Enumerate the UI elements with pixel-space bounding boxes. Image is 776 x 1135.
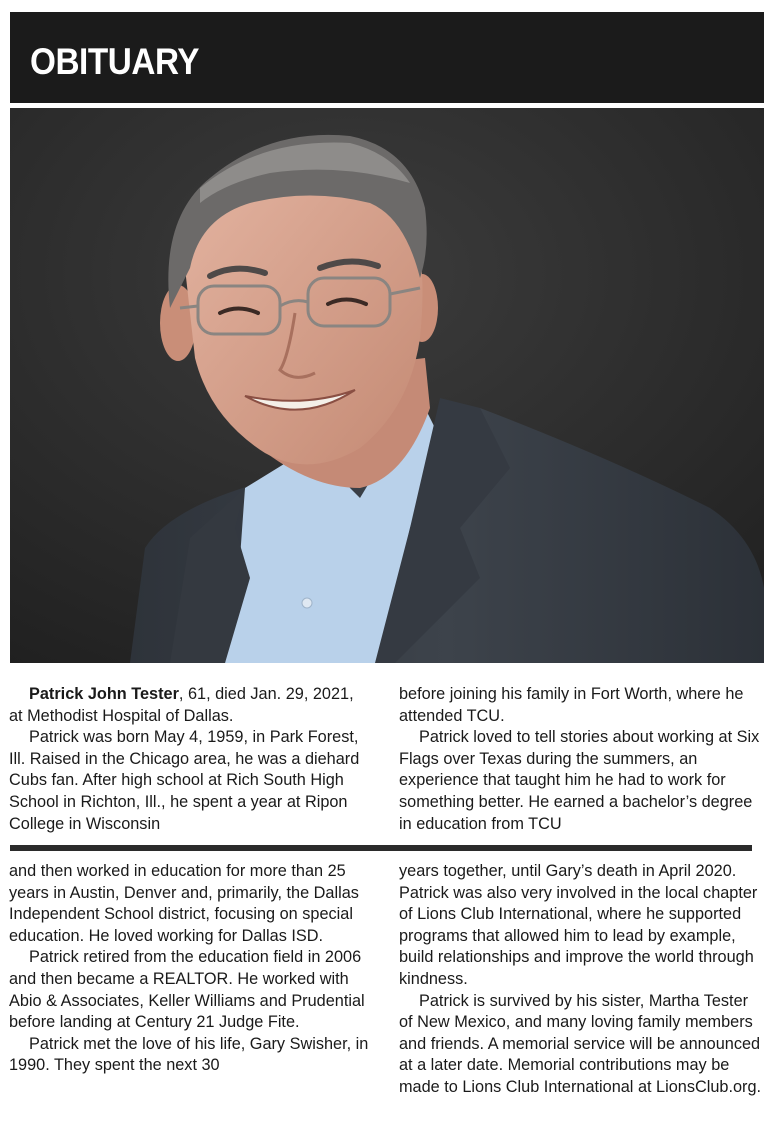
page-title: OBITUARY [30, 41, 200, 82]
paragraph-realtor: Patrick retired from the education field in 2006 and then became a REALTOR. He worked with Abio & Associates, Keller Williams and Prudential before landing at Century 21 Judge Fite. [9, 948, 365, 1032]
paragraph-early-life-continued: before joining his family in Fort Worth, where he attended TCU. [399, 685, 744, 725]
paragraph-survivors: Patrick is survived by his sister, Martha Tester of New Mexico, and many loving family members and friends. A memorial service will be announced at a later date. Memorial contributions may be made to Lions Club International at LionsClub.org. [399, 991, 762, 1096]
article-column-3 [9, 861, 375, 1077]
paragraph-gary: Patrick met the love of his life, Gary Swisher, in 1990. They spent the next 30 [9, 1034, 369, 1075]
paragraph-six-flags: Patrick loved to tell stories about working at Six Flags over Texas during the summers, an experience that taught him he had to work for something better. He earned a bachelor’s degree in education from TCU [399, 728, 760, 833]
section-divider [10, 845, 752, 851]
article-column-2 [399, 684, 761, 835]
article-column-1 [9, 684, 371, 835]
paragraph-early-life: Patrick was born May 4, 1959, in Park Forest, Ill. Raised in the Chicago area, he was a diehard Cubs fan. After high school at Rich South High School in Richton, Ill., he spent a year at Ripon College in Wisconsin [9, 728, 360, 833]
portrait-photo [10, 108, 764, 663]
paragraph-career-continued: and then worked in education for more than 25 years in Austin, Denver and, primarily, the Dallas Independent School district, focusing on special education. He loved working for Dallas ISD. [9, 862, 359, 945]
intro-text: , 61, died Jan. 29, 2021, at Methodist Hospital of Dallas. [9, 685, 354, 725]
deceased-name: Patrick John Tester [29, 685, 179, 703]
paragraph-gary-continued: years together, until Gary’s death in April 2020. Patrick was also very involved in the local chapter of Lions Club International, where he supported programs that allowed him to lead by example, build relationships and improve the world through kindness. [399, 862, 758, 988]
article-column-4 [399, 861, 765, 1099]
portrait-illustration [10, 108, 764, 663]
paragraph-intro [9, 684, 371, 727]
obituary-header [10, 12, 764, 103]
